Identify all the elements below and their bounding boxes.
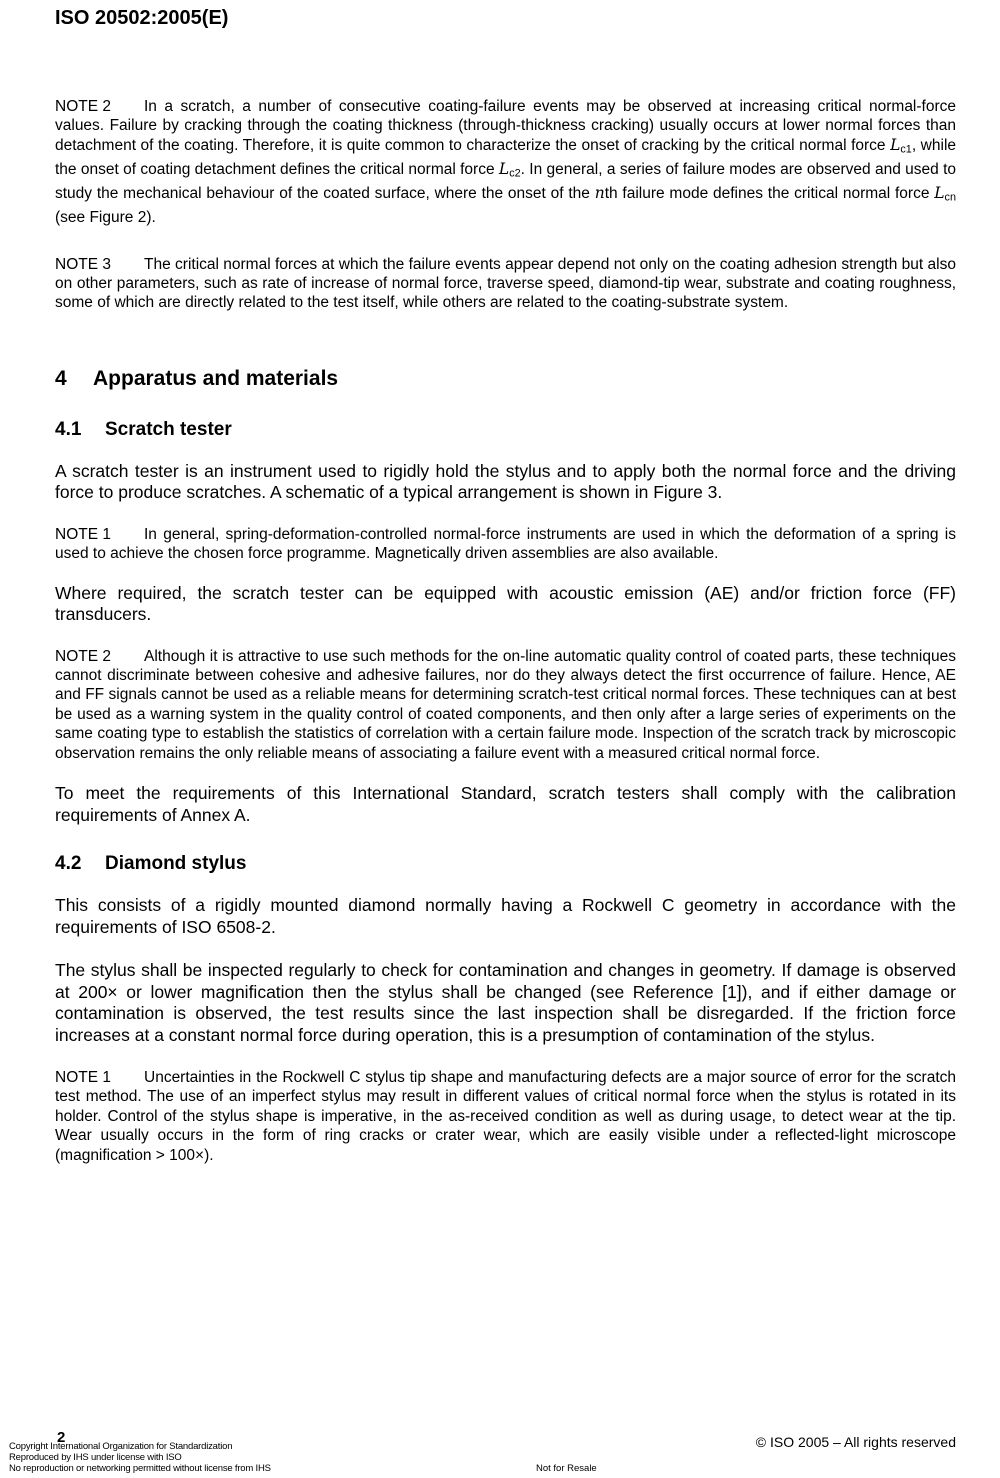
note-2-failure-events <box>55 97 956 228</box>
section-4-heading <box>55 366 956 392</box>
note-text: In general, spring-deformation-controlled normal-force instruments are used in which the deformation of a spring is used to achieve the chosen force programme. Magnetically driven assemblies are also available. <box>55 525 956 563</box>
note-2-ae-ff <box>55 647 956 763</box>
note-label: NOTE 2 <box>55 647 111 665</box>
not-for-resale-notice: Not for Resale <box>536 1463 597 1474</box>
ordinal-suffix: th <box>604 185 618 203</box>
note-label: NOTE 1 <box>55 525 111 543</box>
math-symbol: $L_{c1}$ <box>890 135 912 156</box>
document-body <box>55 97 956 1165</box>
note-label: NOTE 1 <box>55 1069 111 1087</box>
section-title: Diamond stylus <box>105 853 247 875</box>
rights-notice: © ISO 2005 – All rights reserved <box>755 1434 956 1450</box>
math-symbol: $L_{cn}$ <box>934 184 956 204</box>
paragraph: A scratch tester is an instrument used to rigidly hold the stylus and to apply both the normal force and the driving force to produce scratches. A schematic of a typical arrangement is shown in Figure 3. <box>55 460 956 503</box>
note-text: . In general, a series of failure modes are observed and used to study the mechanical behaviour of the coated surface, where the onset of the <box>55 160 956 203</box>
math-symbol: $L_{c2}$ <box>498 159 521 180</box>
note-1-spring <box>55 525 956 564</box>
paragraph: This consists of a rigidly mounted diamond normally having a Rockwell C geometry in accordance with the requirements of ISO 6508-2. <box>55 895 956 937</box>
page-number: 2 <box>57 1429 66 1446</box>
section-number: 4.2 <box>55 853 82 875</box>
paragraph: The stylus shall be inspected regularly to check for contamination and changes in geometry. If damage is observed at 200× or lower magnification then the stylus shall be changed (see Reference [1]), and if either damage or contamination is observed, the test results since the last inspection shall be disregarded. If the friction force increases at a constant normal force during operation, this is a presumption of contamination of the stylus. <box>55 960 956 1045</box>
section-4-1-heading <box>55 418 956 442</box>
note-text: In a scratch, a number of consecutive coating-failure events may be observed at increasing critical normal-force values. Failure by cracking through the coating thickness (through-thickness cracking) usually occurs at lower normal forces than detachment of the coating. Therefore, it is quite common to characterize the onset of cracking by the critical normal force <box>55 98 956 154</box>
section-4-2-heading <box>55 852 956 876</box>
copyright-notice <box>9 1441 271 1474</box>
note-text: The critical normal forces at which the failure events appear depend not only on the coating adhesion strength but also on other parameters, such as rate of increase of normal force, traverse speed, diamond-tip wear, substrate and coating roughness, some of which are directly related to the test itself, while others are related to the coating-substrate system. <box>55 255 956 312</box>
paragraph: To meet the requirements of this International Standard, scratch testers shall comply with the calibration requirements of Annex A. <box>55 783 956 825</box>
copyright-line: Reproduced by IHS under license with ISO <box>9 1452 182 1463</box>
note-text: Uncertainties in the Rockwell C stylus tip shape and manufacturing defects are a major source of error for the scratch test method. The use of an imperfect stylus may result in different values of critical normal force when the stylus is rotated in its holder. Control of the stylus shape is imperative, in the as-received condition as well as during usage, to detect wear at the tip. Wear usually occurs in the form of ring cracks or crater wear, which are easily visible under a reflected-light microscope (magnification > 100×). <box>55 1069 956 1164</box>
note-label: NOTE 3 <box>55 255 111 273</box>
section-title: Apparatus and materials <box>93 366 339 390</box>
note-text: (see Figure 2). <box>55 209 156 227</box>
copyright-line: Copyright International Organization for Standardization <box>9 1441 233 1452</box>
note-3-critical-forces <box>55 255 956 313</box>
note-text: , while the onset of coating detachment defines the critical normal force <box>55 136 957 178</box>
note-label: NOTE 2 <box>55 98 111 115</box>
note-text: Although it is attractive to use such methods for the on-line automatic quality control of coated parts, these techniques cannot discriminate between cohesive and adhesive failures, nor do they always detect the first occurrence of failure. Hence, AE and FF signals cannot be used as a reliable means for determining scratch-test critical normal forces. These techniques can at best be used as a warning system in the quality control of coated components, and then only after a large series of experiments on the same coating type to establish the statistics of correlation with a certain failure mode. Inspection of the scratch track by microscopic observation remains the only reliable means of associating a failure event with a measured critical normal force. <box>55 647 956 762</box>
section-number: 4 <box>55 366 67 390</box>
note-1-stylus <box>55 1068 956 1165</box>
math-symbol: n <box>594 184 605 203</box>
copyright-line: No reproduction or networking permitted without license from IHS <box>9 1463 271 1474</box>
section-number: 4.1 <box>55 418 82 440</box>
section-title: Scratch tester <box>105 418 232 440</box>
note-text: failure mode defines the critical normal force <box>617 185 935 203</box>
page-header-doc-id: ISO 20502:2005(E) <box>55 7 229 29</box>
paragraph: Where required, the scratch tester can be equipped with acoustic emission (AE) and/or friction force (FF) transducers. <box>55 582 956 625</box>
